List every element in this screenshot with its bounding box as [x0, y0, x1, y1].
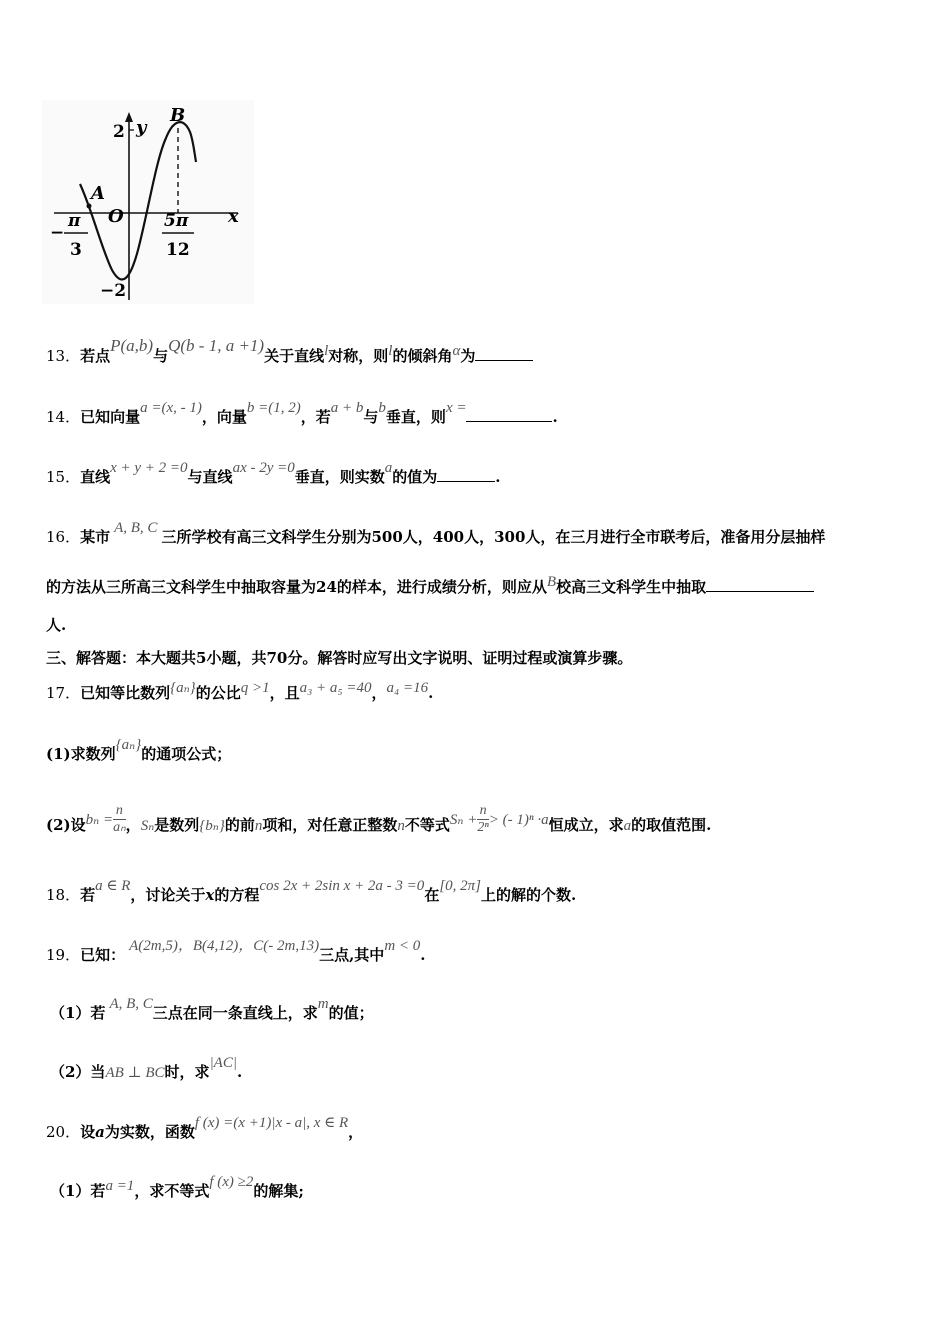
label-neg2: −2: [100, 281, 127, 301]
label-y: y: [136, 117, 147, 138]
question-19-part1: （1）若 A, B, C三点在同一条直线上，求m的值；: [50, 996, 374, 1022]
label-O: O: [108, 206, 124, 227]
question-20: 20．设a为实数，函数f (x) =(x +1)|x - a|, x ∈ R，: [46, 1115, 364, 1141]
question-15: 15．直线x + y + 2 =0与直线ax - 2y =0垂直，则实数a的值为 .: [46, 460, 501, 486]
question-16-line3: 人.: [46, 616, 67, 634]
function-graph-figure: [42, 100, 254, 304]
math-Q: Q(b - 1, a +1): [168, 336, 265, 355]
question-16-line1: 16．某市 A, B, C 三所学校有高三文科学生分别为500人，400人，300人，在三月进行全市联考后，准备用分层抽样: [46, 520, 826, 546]
question-20-part1: （1）若a =1，求不等式f (x) ≥2的解集;: [50, 1174, 304, 1200]
question-18: 18．若a ∈ R，讨论关于x的方程cos 2x + 2sin x + 2a - 3 =0在[0, 2π]上的解的个数.: [46, 878, 577, 904]
question-17-part1: (1)求数列{aₙ}的通项公式；: [46, 737, 232, 763]
label-minus: −: [50, 223, 65, 243]
question-17: 17．已知等比数列{aₙ}的公比q >1，且a₃ + a₅ =40，a₄ =16.: [46, 680, 434, 702]
question-16-line2: 的方法从三所高三文科学生中抽取容量为24的样本，进行成绩分析，则应从B校高三文科学生中抽取: [46, 576, 814, 597]
answer-blank-16: [706, 577, 814, 592]
sinusoid-graph: [42, 100, 254, 304]
section-3-heading: 三、解答题：本大题共5小题，共70分。解答时应写出文字说明、证明过程或演算步骤。: [46, 649, 633, 667]
question-14: 14．已知向量a =(x, - 1)，向量b =(1, 2)，若a + b与b垂直，则x = .: [46, 400, 558, 426]
label-2: 2: [113, 122, 125, 142]
answer-blank-14: [466, 407, 552, 422]
label-A: A: [91, 183, 105, 204]
label-5pi: 5π: [164, 211, 189, 231]
label-12: 12: [166, 240, 190, 260]
point-A: [87, 204, 92, 209]
answer-blank-13: [475, 346, 533, 361]
math-P: P(a,b): [110, 336, 154, 355]
question-19-part2: （2）当AB ⊥ BC时，求|AC|.: [50, 1055, 243, 1081]
label-3: 3: [70, 240, 82, 260]
label-pi: π: [68, 211, 81, 231]
label-B: B: [170, 105, 186, 126]
question-17-part2: (2)设bₙ = $\frac{n}{\text{aₙ}}$ ，Sₙ是数列{bₙ}的前n项和，对任意正整数n不等式Sₙ + $\frac{n}{\text{2ⁿ}}$ > (- 1)ⁿ ·a恒成立，求a的取值范围.: [46, 802, 712, 835]
question-13: 13．若点P(a,b)与Q(b - 1, a +1)关于直线l对称，则l的倾斜角α为: [46, 345, 533, 366]
question-19: 19．已知： A(2m,5)，B(4,12)，C(- 2m,13)三点,其中m < 0.: [46, 938, 426, 964]
label-x: x: [228, 206, 239, 227]
answer-blank-15: [437, 467, 495, 482]
